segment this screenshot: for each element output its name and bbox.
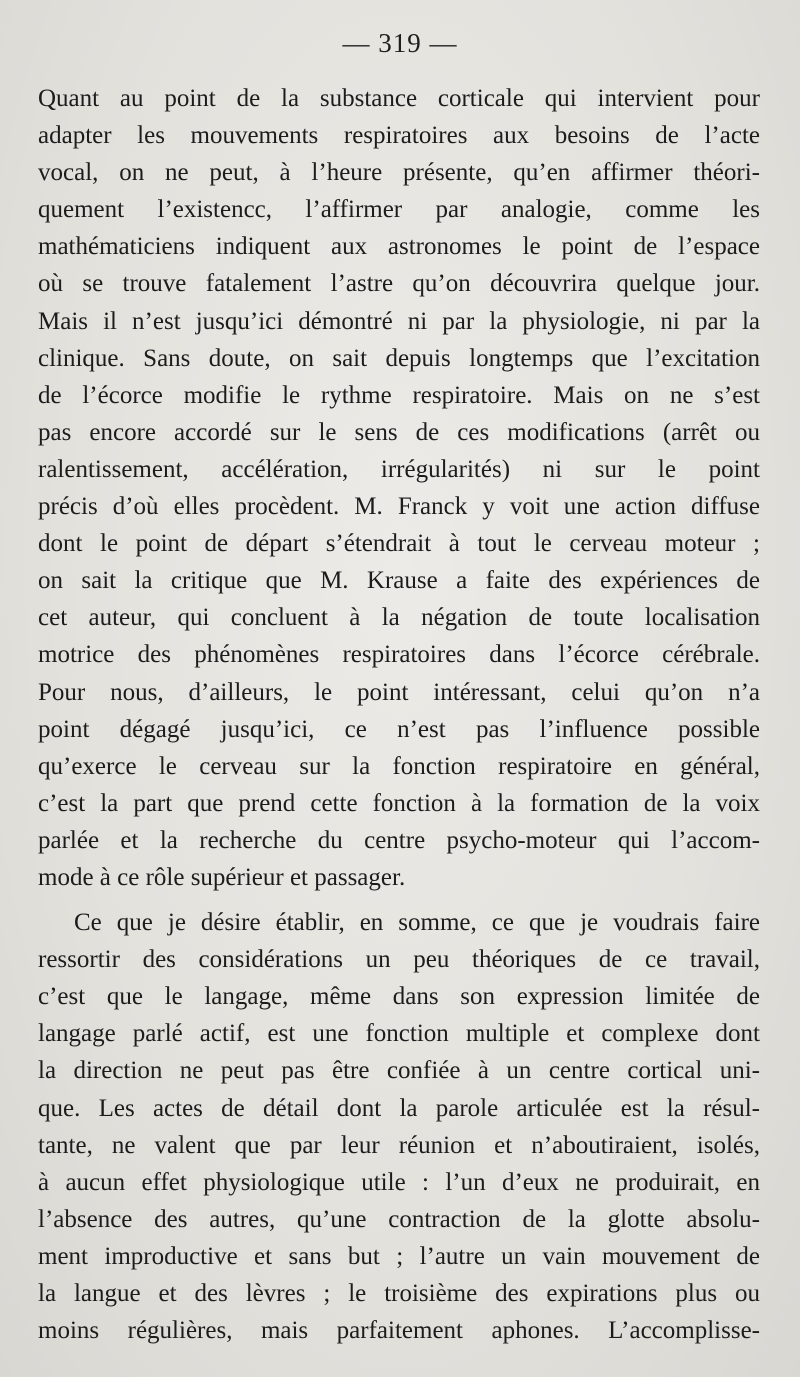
body-text [38,80,760,1349]
text-line: précis d’où elles procèdent. M. Franck y voit une action diffuse [38,493,760,521]
text-line: vocal, on ne peut, à l’heure présente, qu’en affirmer théori- [38,159,760,187]
paragraph-2 [38,904,760,1349]
text-line: de l’écorce modifie le rythme respiratoire. Mais on ne s’est [38,381,760,409]
text-line: Ce que je désire établir, en somme, ce que je voudrais faire [74,909,760,937]
text-line: c’est la part que prend cette fonction à la formation de la voix [38,789,760,817]
text-line: Quant au point de la substance corticale qui intervient pour [38,85,760,112]
text-line: parlée et la recherche du centre psycho-moteur qui l’accom- [38,826,760,854]
text-line: mathématiciens indiquent aux astronomes le point de l’espace [38,233,760,261]
text-line: dont le point de départ s’étendrait à tout le cerveau moteur ; [38,530,760,558]
text-line: langage parlé actif, est une fonction multiple et complexe dont [38,1020,760,1048]
text-line: ment improductive et sans but ; l’autre un vain mouvement de [38,1242,760,1270]
text-line: motrice des phénomènes respiratoires dans l’écorce cérébrale. [38,641,760,669]
text-line: qu’exerce le cerveau sur la fonction respiratoire en général, [38,752,760,780]
text-line: pas encore accordé sur le sens de ces modifications (arrêt ou [38,418,760,446]
text-line: moins régulières, mais parfaitement aphones. L’accomplisse- [38,1317,760,1345]
text-line: que. Les actes de détail dont la parole articulée est la résul- [38,1094,760,1122]
text-line: tante, ne valent que par leur réunion et n’aboutiraient, isolés, [38,1131,760,1159]
text-line: mode à ce rôle supérieur et passager. [38,863,406,891]
text-line: la direction ne peut pas être confiée à un centre cortical uni- [38,1057,760,1085]
page-number: — 319 — [342,28,458,58]
text-line: quement l’existencc, l’affirmer par analogie, comme les [38,196,760,224]
paragraph-1 [38,80,760,896]
text-line: Mais il n’est jusqu’ici démontré ni par la physiologie, ni par la [38,307,760,335]
text-line: la langue et des lèvres ; le troisième des expirations plus ou [38,1280,760,1307]
text-line: point dégagé jusqu’ici, ce n’est pas l’influence possible [38,715,760,743]
text-line: clinique. Sans doute, on sait depuis longtemps que l’excitation [38,344,760,372]
text-line: à aucun effet physiologique utile : l’un d’eux ne produirait, en [38,1168,760,1196]
text-line: Pour nous, d’ailleurs, le point intéressant, celui qu’on n’a [38,678,760,706]
text-line: ralentissement, accélération, irrégularités) ni sur le point [38,455,760,483]
text-line: c’est que le langage, même dans son expression limitée de [38,983,760,1011]
text-line: on sait la critique que M. Krause a faite des expériences de [38,567,760,595]
text-line: ressortir des considérations un peu théoriques de ce travail, [38,946,760,974]
text-line: cet auteur, qui concluent à la négation de toute localisation [38,604,760,632]
text-line: où se trouve fatalement l’astre qu’on découvrira quelque jour. [38,270,760,298]
text-line: l’absence des autres, qu’une contraction de la glotte absolu- [38,1205,760,1233]
text-line: adapter les mouvements respiratoires aux besoins de l’acte [38,122,760,150]
